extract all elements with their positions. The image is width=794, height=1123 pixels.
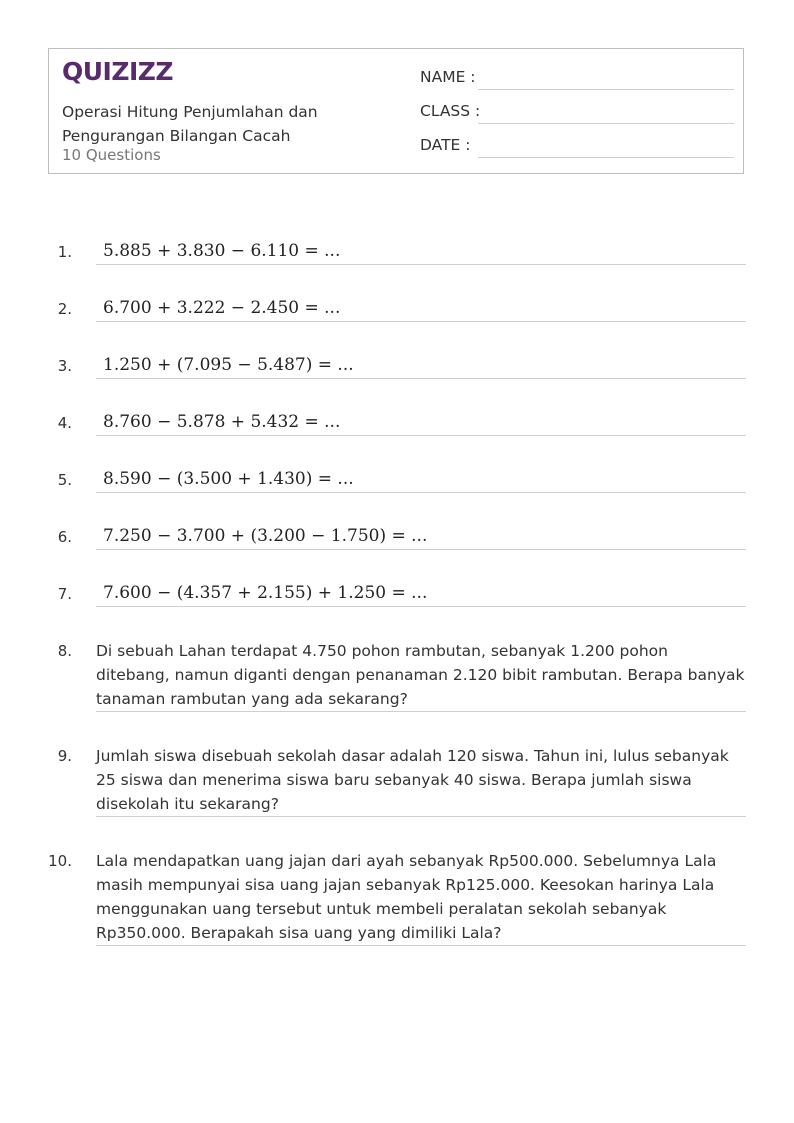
answer-line[interactable] bbox=[96, 321, 746, 322]
question-text: 7.600 − (4.357 + 2.155) + 1.250 = ... bbox=[103, 583, 428, 603]
question-number: 4. bbox=[57, 414, 72, 432]
date-label: DATE : bbox=[420, 136, 471, 154]
name-field-line[interactable] bbox=[478, 89, 734, 90]
question-text: Di sebuah Lahan terdapat 4.750 pohon rambutan, sebanyak 1.200 pohon ditebang, namun diganti dengan penanaman 2.120 bibit rambutan. Berapa banyak tanaman rambutan yang ada sekarang? bbox=[96, 642, 745, 708]
question-number: 10. bbox=[48, 852, 72, 870]
question-text: 1.250 + (7.095 − 5.487) = ... bbox=[103, 355, 354, 375]
question-number: 5. bbox=[57, 471, 72, 489]
question-number: 8. bbox=[57, 642, 72, 660]
question-text: Lala mendapatkan uang jajan dari ayah sebanyak Rp500.000. Sebelumnya Lala masih mempunyai sisa uang jajan sebanyak Rp125.000. Keesokan harinya Lala menggunakan uang tersebut untuk membeli peralatan sekolah sebanyak Rp350.000. Berapakah sisa uang yang dimiliki Lala? bbox=[96, 852, 717, 942]
answer-line[interactable] bbox=[96, 264, 746, 265]
answer-line[interactable] bbox=[96, 606, 746, 607]
worksheet-header bbox=[48, 48, 744, 174]
question-number: 9. bbox=[57, 747, 72, 765]
answer-line[interactable] bbox=[96, 549, 746, 550]
question-text: 7.250 − 3.700 + (3.200 − 1.750) = ... bbox=[103, 526, 428, 546]
question-number: 2. bbox=[57, 300, 72, 318]
question-text: 6.700 + 3.222 − 2.450 = ... bbox=[103, 298, 341, 318]
question-text: 5.885 + 3.830 − 6.110 = ... bbox=[103, 241, 341, 261]
answer-line[interactable] bbox=[96, 711, 746, 712]
answer-line[interactable] bbox=[96, 435, 746, 436]
answer-line[interactable] bbox=[96, 816, 746, 817]
answer-line[interactable] bbox=[96, 945, 746, 946]
answer-line[interactable] bbox=[96, 492, 746, 493]
question-text: 8.590 − (3.500 + 1.430) = ... bbox=[103, 469, 354, 489]
answer-line[interactable] bbox=[96, 378, 746, 379]
question-count: 10 Questions bbox=[62, 146, 161, 164]
quizizz-logo: QUIZIZZ bbox=[62, 57, 174, 86]
question-number: 3. bbox=[57, 357, 72, 375]
class-label: CLASS : bbox=[420, 102, 481, 120]
class-field-line[interactable] bbox=[478, 123, 734, 124]
date-field-line[interactable] bbox=[478, 157, 734, 158]
worksheet-title: Operasi Hitung Penjumlahan dan Pengurangan Bilangan Cacah bbox=[62, 103, 318, 145]
question-text: 8.760 − 5.878 + 5.432 = ... bbox=[103, 412, 341, 432]
name-label: NAME : bbox=[420, 68, 476, 86]
question-text: Jumlah siswa disebuah sekolah dasar adalah 120 siswa. Tahun ini, lulus sebanyak 25 siswa dan menerima siswa baru sebanyak 40 siswa. Berapa jumlah siswa disekolah itu sekarang? bbox=[96, 747, 729, 813]
question-number: 1. bbox=[57, 243, 72, 261]
question-number: 6. bbox=[57, 528, 72, 546]
question-number: 7. bbox=[57, 585, 72, 603]
